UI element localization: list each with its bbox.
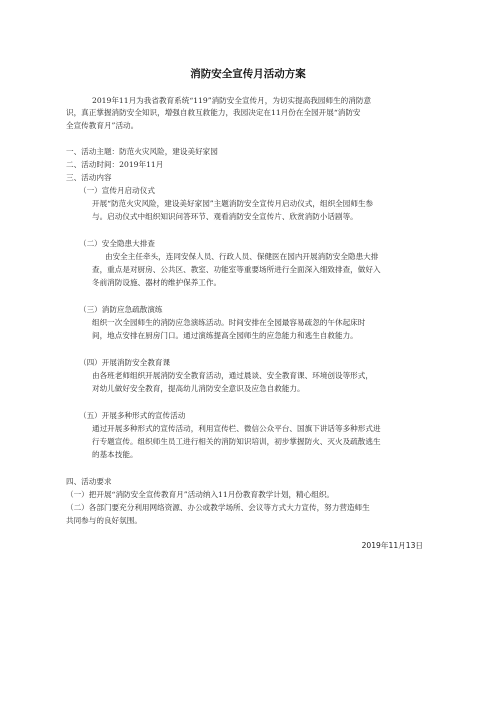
section-time: 二、活动时间：2019年11月 bbox=[66, 160, 164, 169]
requirements-line-3: 共同参与的良好氛围。 bbox=[66, 516, 142, 525]
item-1-line-1: 开展“防范火灾风险，建设美好家园”主题消防安全宣传月启动仪式，组织全园师生参 bbox=[92, 199, 374, 208]
item-3-heading: （三）消防应急疏散演练 bbox=[79, 305, 163, 314]
item-1-heading: （一）宣传月启动仪式 bbox=[79, 186, 155, 195]
item-2-line-2: 查，重点是对厨房、公共区、教室、功能室等重要场所进行全面深入细致排查，做好入 bbox=[92, 265, 381, 274]
item-3-line-1: 组织一次全园师生的消防应急演练活动。时间安排在全园最容易疏忽的午休起床时 bbox=[92, 318, 366, 327]
item-1-line-2: 与。启动仪式中组织知识问答环节、观看消防安全宣传片、欣赏消防小话剧等。 bbox=[92, 212, 358, 221]
intro-line-1: 2019年11月为我省教育系统“119”消防安全宣传月，为切实提高我园师生的消防意 bbox=[92, 96, 372, 105]
section-content-heading: 三、活动内容 bbox=[66, 173, 112, 182]
item-5-heading: （五）开展多种形式的宣传活动 bbox=[79, 411, 186, 420]
requirements-line-1: （一）把开展“消防安全宣传教育月”活动纳入11月份教育教学计划，精心组织。 bbox=[66, 490, 335, 499]
requirements-line-2: （二）各部门要充分利用网络资源、办公或教学场所、会议等方式大力宣传，努力营造师生 bbox=[66, 503, 370, 512]
item-5-line-3: 的基本技能。 bbox=[92, 450, 138, 459]
item-2-line-1: 由安全主任牵头，连同安保人员、行政人员、保健医在园内开展消防安全隐患大排 bbox=[105, 252, 379, 261]
item-4-line-2: 对幼儿做好安全教育，提高幼儿消防安全意识及应急自救能力。 bbox=[92, 384, 305, 393]
item-3-line-2: 间，地点安排在厨房门口。通过演练提高全园师生的应急能力和逃生自救能力。 bbox=[92, 331, 358, 340]
intro-line-2: 识，真正掌握消防安全知识，增强自救互救能力，我园决定在11月份在全园开展“消防安 bbox=[66, 108, 361, 117]
item-5-line-2: 行专题宣传。组织师生员工进行相关的消防知识培训，初步掌握防火、灭火及疏散逃生 bbox=[92, 437, 381, 446]
item-4-heading: （四）开展消防安全教育课 bbox=[79, 358, 171, 367]
intro-line-3: 全宣传教育月”活动。 bbox=[66, 121, 139, 130]
requirements-heading: 四、活动要求 bbox=[66, 477, 112, 486]
document-date: 2019年11月13日 bbox=[361, 541, 423, 550]
document-title: 消防安全宣传月活动方案 bbox=[190, 68, 306, 80]
item-4-line-1: 由各班老师组织开展消防安全教育活动，通过晨谈、安全教育课、环境创设等形式， bbox=[92, 371, 373, 380]
item-5-line-1: 通过开展多种形式的宣传活动，利用宣传栏、微信公众平台、国旗下讲话等多种形式进 bbox=[92, 424, 381, 433]
section-theme: 一、活动主题：防范火灾风险，建设美好家园 bbox=[66, 147, 218, 156]
item-2-heading: （二）安全隐患大排查 bbox=[79, 239, 155, 248]
item-2-line-3: 冬前消防设施、器材的维护保养工作。 bbox=[92, 278, 222, 287]
